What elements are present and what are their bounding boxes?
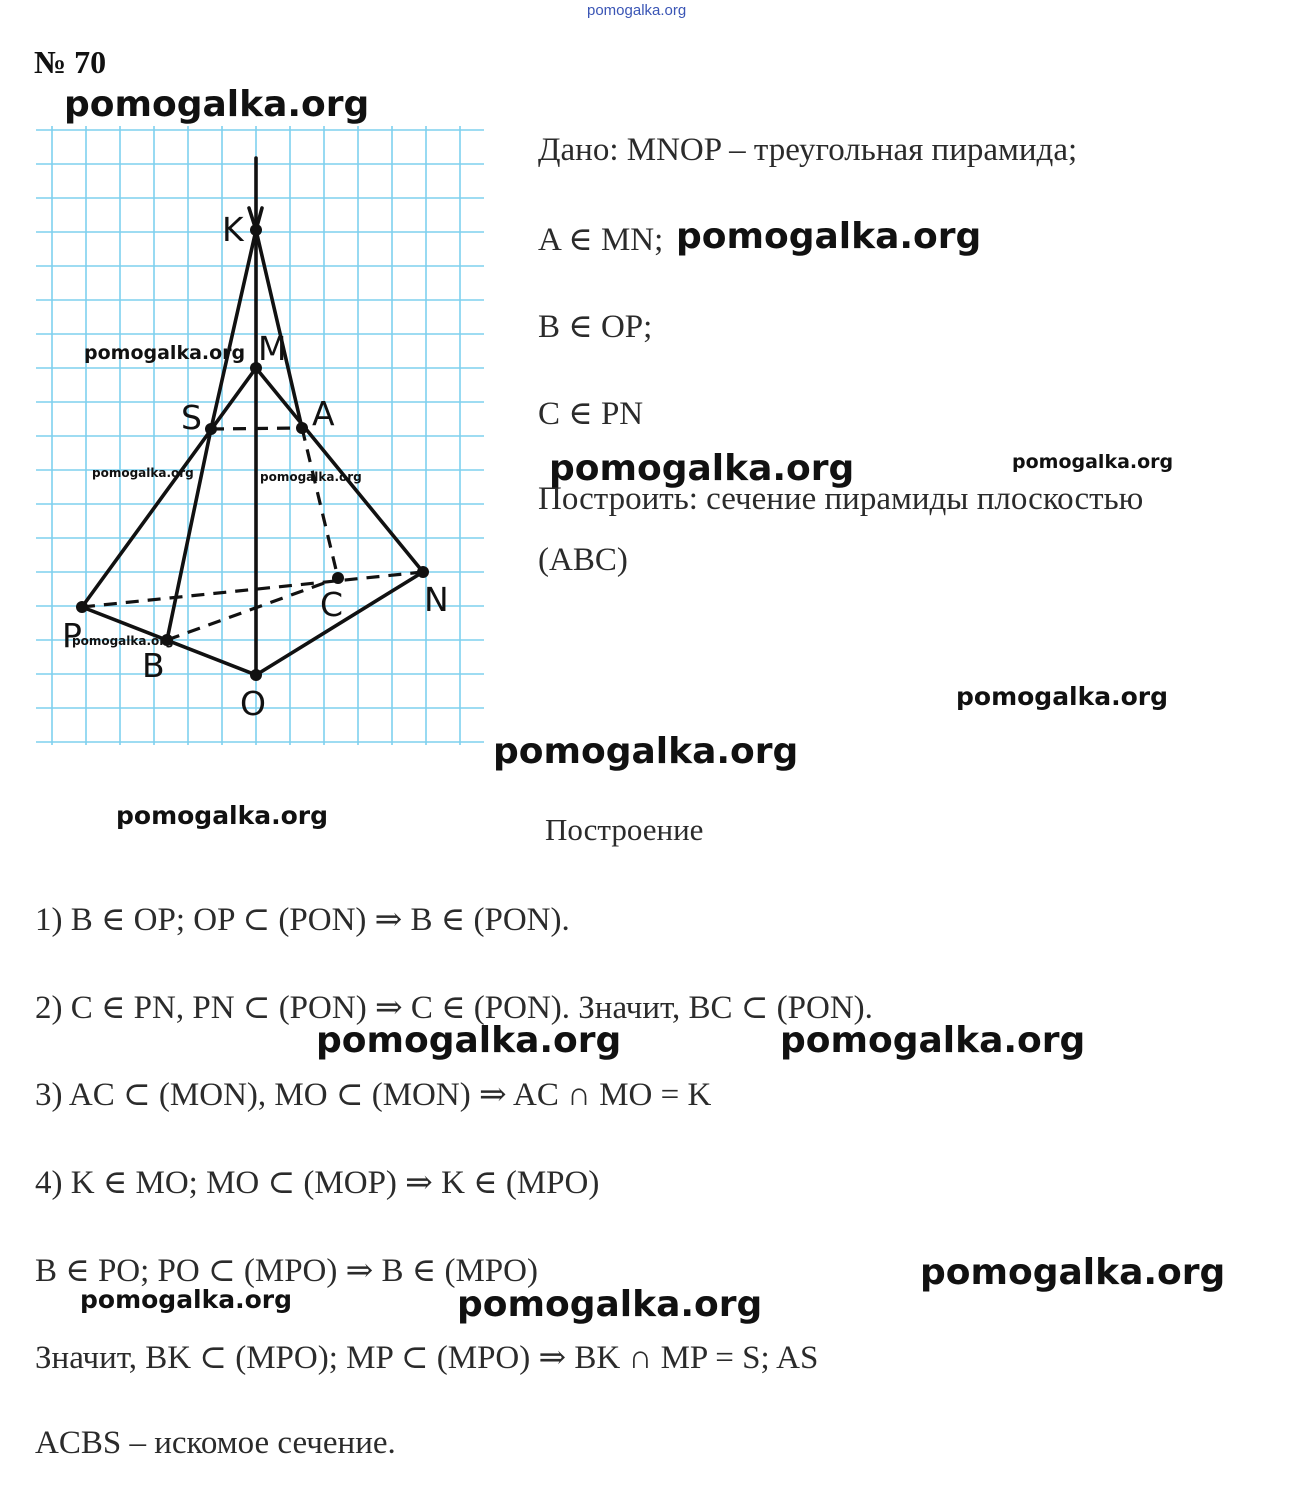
given-line-6: (ABC) (538, 542, 628, 578)
given-line-1: Дано: MNOP – треугольная пирамида; (538, 132, 1078, 168)
watermark: pomogalka.org (676, 216, 982, 257)
step-3: 3) AC ⊂ (MON), MO ⊂ (MON) ⇒ AC ∩ MO = K (35, 1077, 712, 1113)
label-o: O (240, 684, 266, 723)
watermark: pomogalka.org (1012, 451, 1174, 473)
watermark: pomogalka.org (116, 801, 329, 830)
watermark: pomogalka.org (316, 1020, 622, 1061)
watermark: pomogalka.org (920, 1252, 1226, 1293)
given-line-2: A ∈ MN; (538, 222, 664, 258)
watermark: pomogalka.org (72, 634, 174, 648)
watermark: pomogalka.org (64, 84, 370, 125)
problem-number: № 70 (34, 44, 107, 80)
label-a: A (312, 394, 335, 433)
top-watermark: pomogalka.org (587, 2, 687, 19)
step-1: 1) B ∈ OP; OP ⊂ (PON) ⇒ B ∈ (PON). (35, 902, 570, 938)
label-b: B (142, 646, 165, 685)
given-line-5: Построить: сечение пирамиды плоскостью (538, 481, 1144, 517)
step-7: ACBS – искомое сечение. (35, 1425, 396, 1461)
watermark: pomogalka.org (956, 682, 1169, 711)
watermark: pomogalka.org (493, 731, 799, 772)
watermark: pomogalka.org (457, 1284, 763, 1325)
label-p: P (62, 616, 82, 655)
pyramid-figure (36, 126, 486, 748)
given-line-4: C ∈ PN (538, 396, 644, 432)
watermark: pomogalka.org (80, 1285, 293, 1314)
watermark: pomogalka.org (260, 470, 362, 484)
vertex-points (76, 224, 429, 681)
given-line-3: B ∈ OP; (538, 309, 653, 345)
step-6: Значит, BK ⊂ (MPO); MP ⊂ (MPO) ⇒ BK ∩ MP = S; AS (35, 1340, 819, 1376)
label-m: M (258, 329, 287, 368)
watermark: pomogalka.org (780, 1020, 1086, 1061)
watermark: pomogalka.org (84, 342, 246, 364)
construction-title: Построение (545, 812, 704, 847)
label-s: S (181, 398, 202, 437)
step-5: B ∈ PO; PO ⊂ (MPO) ⇒ B ∈ (MPO) (35, 1253, 538, 1289)
solid-edges (82, 158, 423, 675)
label-n: N (424, 580, 449, 619)
watermark: pomogalka.org (92, 466, 194, 480)
step-2: 2) C ∈ PN, PN ⊂ (PON) ⇒ C ∈ (PON). Значит, BC ⊂ (PON). (35, 990, 873, 1026)
label-k: K (222, 210, 244, 249)
step-4: 4) K ∈ MO; MO ⊂ (MOP) ⇒ K ∈ (MPO) (35, 1165, 600, 1201)
label-c: C (320, 585, 344, 624)
watermark: pomogalka.org (549, 448, 855, 489)
